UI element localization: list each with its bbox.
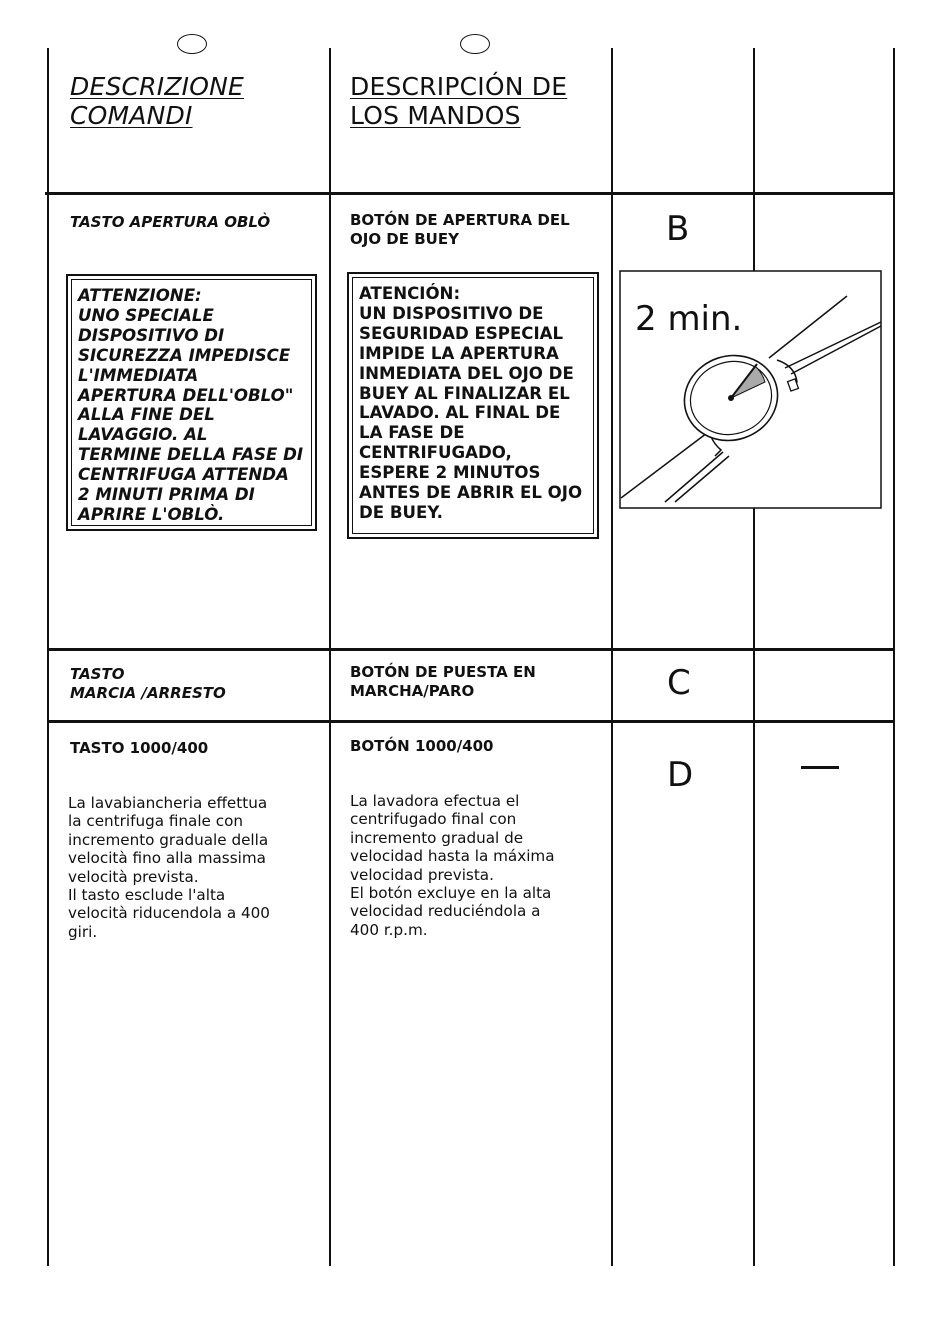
column-divider-1 xyxy=(47,48,49,1266)
italian-header-line2: COMANDI xyxy=(70,101,193,130)
row-divider-b xyxy=(47,648,893,651)
it-start-stop-label-line1: TASTO xyxy=(70,665,125,683)
es-door-button-label-line1: BOTÓN DE APERTURA DEL xyxy=(350,211,570,229)
column-divider-3 xyxy=(611,48,613,1266)
spanish-header-line2: LOS MANDOS xyxy=(350,101,521,130)
row-divider-c xyxy=(47,720,893,723)
row-divider-header xyxy=(45,192,893,195)
es-spin-button-label: BOTÓN 1000/400 xyxy=(350,737,494,755)
es-start-stop-label xyxy=(350,663,536,701)
es-warning-text: ATENCIÓN: UN DISPOSITIVO DE SEGURIDAD ESPECIAL IMPIDE LA APERTURA INMEDIATA DEL OJO DE BUEY AL FINALIZAR EL LAVADO. AL FINAL DE LA FASE DE CENTRIFUGADO, ESPERE 2 MINUTOS ANTES DE ABRIR EL OJO DE BUEY. xyxy=(359,284,583,522)
it-start-stop-label xyxy=(70,665,226,703)
italian-header-line1: DESCRIZIONE xyxy=(70,72,244,101)
flag-spanish-icon xyxy=(460,34,490,54)
es-warning-box xyxy=(347,272,599,539)
it-warning-box xyxy=(66,274,317,531)
it-door-button-label: TASTO APERTURA OBLÒ xyxy=(70,213,271,231)
it-start-stop-label-line2: MARCIA /ARRESTO xyxy=(70,684,226,702)
es-spin-description: La lavadora efectua el centrifugado final con incremento gradual de velocidad hasta la máxima velocidad prevista. El botón excluye en la alta velocidad reduciéndola a 400 r.p.m. xyxy=(350,792,555,939)
spanish-header-title xyxy=(350,72,567,130)
it-spin-button-label: TASTO 1000/400 xyxy=(70,739,209,757)
it-warning-text: ATTENZIONE: UNO SPECIALE DISPOSITIVO DI SICUREZZA IMPEDISCE L'IMMEDIATA APERTURA DELL'OBLO" ALLA FINE DEL LAVAGGIO. AL TERMINE DELLA FASE DI CENTRIFUGA ATTENDA 2 MINUTI PRIMA DI APRIRE L'OBLÒ. xyxy=(78,286,304,524)
flag-italian-icon xyxy=(177,34,207,54)
es-start-stop-label-line1: BOTÓN DE PUESTA EN xyxy=(350,663,536,681)
section-letter-d: D xyxy=(667,755,694,795)
section-letter-c: C xyxy=(667,663,691,703)
es-door-button-label-line2: OJO DE BUEY xyxy=(350,230,459,248)
wristwatch-icon xyxy=(619,270,882,509)
column-divider-2 xyxy=(329,48,331,1266)
dash-symbol xyxy=(801,766,839,769)
two-minutes-label: 2 min. xyxy=(635,299,743,339)
es-start-stop-label-line2: MARCHA/PARO xyxy=(350,682,475,700)
it-spin-description: La lavabiancheria effettua la centrifuga finale con incremento graduale della velocità fino alla massima velocità prevista. Il tasto esclude l'alta velocità riducendola a 400 giri. xyxy=(68,794,270,941)
column-divider-4 xyxy=(753,48,755,1266)
section-letter-b: B xyxy=(666,209,690,249)
es-door-button-label xyxy=(350,211,570,249)
italian-header-title xyxy=(70,72,244,130)
column-divider-5 xyxy=(893,48,895,1266)
spanish-header-line1: DESCRIPCIÓN DE xyxy=(350,72,568,101)
